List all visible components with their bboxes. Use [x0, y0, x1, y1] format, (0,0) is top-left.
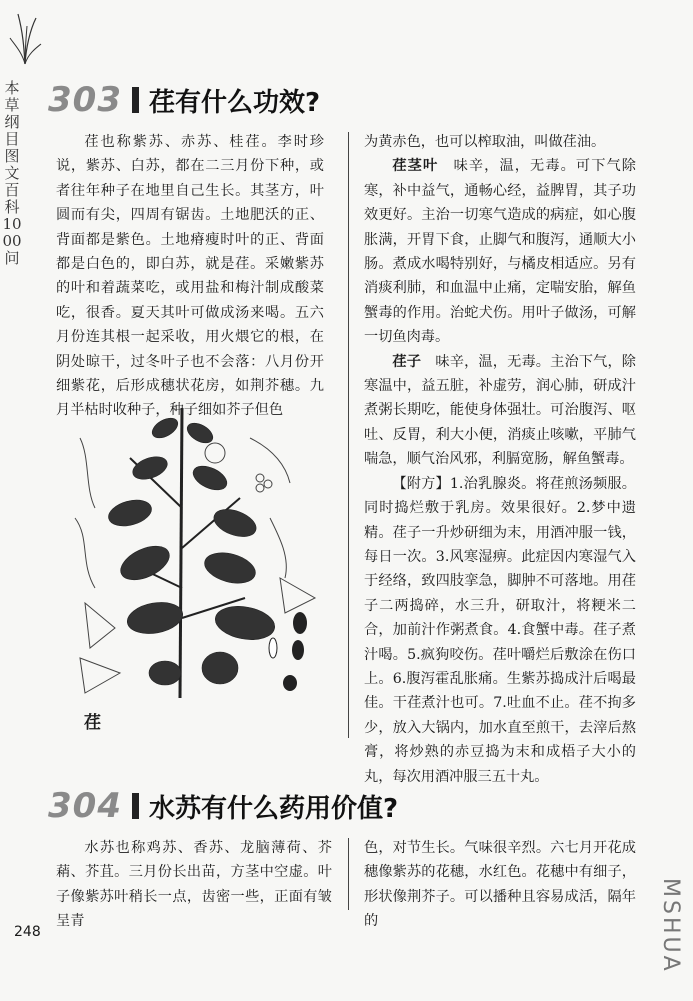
question-title: 荏有什么功效? — [148, 87, 321, 118]
question-number: 303 — [48, 80, 122, 120]
q304-right-text: 色，对节生长。气味很辛烈。六七月开花成穗像紫苏的花穗，水红色。花穗中有细子，形状像荆芥子。可以播种且容易成活，隔年的 — [364, 840, 636, 930]
seed-label: 荏子 — [392, 353, 422, 370]
question-303-heading — [48, 80, 320, 120]
question-304-heading — [48, 786, 398, 826]
q304-right-column — [364, 836, 636, 934]
heading-bar — [132, 87, 139, 113]
q304-left-text: 水苏也称鸡苏、香苏、龙脑薄荷、芥蕱、芥苴。三月份长出苗，方茎中空虚。叶子像紫苏叶稍长一点，齿密一些，正面有皱呈青 — [56, 840, 332, 930]
column-divider — [348, 132, 349, 738]
stem-text: 味辛，温，无毒。可下气除寒，补中益气，通畅心经，益脾胃，其子功效更好。主治一切寒气造成的病症，如心腹胀满，开胃下食，止脚气和腹泻，通顺大小肠。煮成水喝特别好，与橘皮相适应。另有消痰利肺，和血温中止痛，定喘安胎，解鱼蟹毒的作用。治蛇犬伤。用叶子做汤，可解一切鱼肉毒。 — [364, 158, 636, 346]
perilla-plant-illustration — [70, 388, 330, 706]
column-divider — [348, 838, 349, 910]
q303-intro-column — [56, 130, 324, 423]
question-title: 水苏有什么药用价值? — [148, 793, 399, 824]
stem-label: 荏茎叶 — [392, 158, 439, 175]
q303-formula-paragraph — [364, 472, 636, 789]
q304-left-column — [56, 836, 332, 934]
book-title-vertical: 本草纲目图文百科1000问 — [2, 79, 22, 267]
q303-stem-paragraph — [364, 154, 636, 349]
q303-intro: 荏也称紫苏、赤苏、桂荏。李时珍说，紫苏、白苏，都在二三月份下种，或者往年种子在地里自己生长。其茎方，叶圆而有尖，四周有锯齿。土地肥沃的正、背面都是紫色。土地瘠瘦时叶的正、背面都是白色的，即白苏，就是荏。采嫩紫苏的叶和着蔬菜吃，或用盐和梅汁制成酸菜吃，很香。夏天其叶可做成汤来喝。五六月份连其根一起采收，用火煨它的根，在阴处晾干，过冬叶子也不会落：八月份开细紫花，后形成穗状花房，如荆芥穗。九月半枯时收种子，种子细如芥子但色 — [56, 134, 324, 419]
heading-bar — [132, 793, 139, 819]
grass-logo-icon — [8, 8, 42, 66]
page-number: 248 — [14, 924, 41, 940]
illustration-caption: 荏 — [84, 713, 101, 733]
formula-text: 1.治乳腺炎。将荏煎汤频服。同时捣烂敷于乳房。效果很好。2.梦中遗精。荏子一升炒研细为末，用酒冲服一钱，每日一次。3.风寒湿痹。此症因内寒湿气入于经络，致四肢挛急，脚肿不可落地。用荏子二两捣碎，水三升，研取汁，将粳米二合，加前汁作粥煮食。4.食蟹中毒。荏子煮汁喝。5.疯狗咬伤。荏叶嚼烂后敷涂在伤口上。6.腹泻霍乱胀痛。生紫苏捣成汁后喝最佳。干荏煮汁也可。7.吐血不止。荏不拘多少，放入大锅内，加水直至煎干，去滓后熬膏，将炒熟的赤豆捣为末和成梧子大小的丸，每次用酒冲服三五十丸。 — [364, 475, 636, 785]
q303-seed-paragraph — [364, 350, 636, 472]
watermark: MSHUA — [658, 878, 683, 974]
q303-intro-continued: 为黄赤色，也可以榨取油，叫做荏油。 — [364, 134, 606, 150]
q303-detail-column — [364, 130, 636, 789]
question-number: 304 — [48, 786, 122, 826]
formula-label: 【附方】 — [392, 475, 450, 492]
seed-text: 味辛，温，无毒。主治下气，除寒温中，益五脏，补虚劳，润心肺，研成汁煮粥长期吃，能使身体强壮。可治腹泻、呕吐、反胃，利大小便，消痰止咳嗽，平肺气喘急，顺气治风邪，利膈宽肠，解鱼蟹毒。 — [364, 353, 636, 468]
